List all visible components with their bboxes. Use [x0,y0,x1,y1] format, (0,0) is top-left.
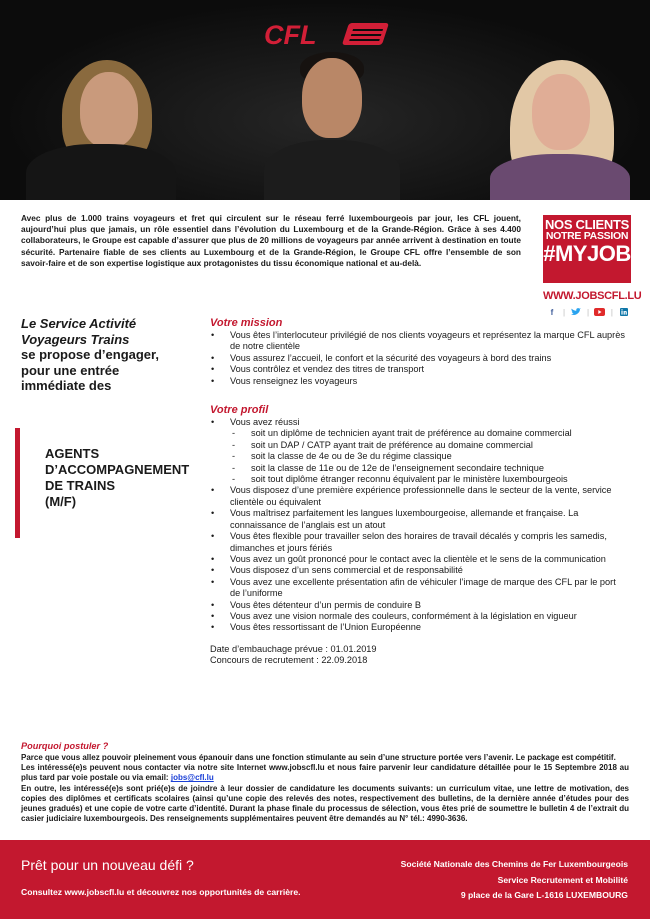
footer-banner [0,840,650,919]
profil-item: • Vous disposez d’un sens commercial et de responsabilité [210,565,628,576]
service-line-2: Voyageurs Trains [21,331,130,347]
footer-street: 9 place de la Gare L-1616 LUXEMBOURG [460,890,628,900]
diploma-item: - soit un DAP / CATP ayant trait de préférence au domaine commercial [210,440,628,451]
diploma-list [210,428,628,485]
email-link[interactable]: jobs@cfl.lu [170,773,214,783]
footer-department: Service Recrutement et Mobilité [497,874,628,885]
twitter-icon[interactable] [570,307,582,317]
photo-person-right [470,4,640,200]
footer-address [401,857,628,904]
intro-paragraph: Avec plus de 1.000 trains voyageurs et fret qui circulent sur le réseau ferré luxembourgeois par jour, les CFL jouent, aujourd’hui plus que jamais, un rôle essentiel dans l’évolution du Luxembourg et de la Grande-Région. Grâce à ses 4.400 collaborateurs, le Groupe est capable d’assurer que plus de 20 millions de voyageurs par année arrivent à destination en toute sécurité. Partenaire fiable de ses clients au Luxembourg et de la Grande-Région, le Groupe CFL offre l’ensemble de son savoir-faire et de son expertise logistique aux protagonistes du tissu économique national et au-delà. [21,213,521,268]
profil-item: • Vous avez une excellente présentation afin de véhiculer l’image de marque des CFL par le port de l’uniforme [210,577,628,600]
job-title-line-1: AGENTS [45,446,100,461]
badge-hashtag: #MYJOB [543,241,631,266]
why-text [21,753,629,824]
badge-url[interactable]: WWW.JOBSCFL.LU [543,290,642,302]
separator: | [610,307,613,317]
profil-item: • Vous disposez d’une première expérience professionnelle dans le secteur de la vente, service clientèle ou équivalent [210,485,628,508]
cfl-logo [258,20,392,48]
diploma-item: - soit la classe de 11e ou de 12e de l’enseignement secondaire technique [210,463,628,474]
hero-photo [0,0,650,200]
facebook-icon[interactable]: f [550,307,554,317]
badge-line-1: NOS CLIENTS [544,217,630,232]
why-paragraph-3: En outre, les intéressé(e)s sont prié(e)s de joindre à leur dossier de candidature les documents suivants: un curriculum vitae, une lettre de motivation, des copies des diplômes et certificats scolaires (ainsi qu’une copie des relevés des notes, respectivement des bulletins, de la dernière année d’études pour des jeunes gradués) et une copie de votre carte d’identité. Durant la phase finale du processus de sélection, vous êtes prié de soumettre le bulletin 4 de l’extrait du casier judiciaire luxembourgeois. Des renseignements supplémentaires peuvent être demandés au N° tél.: 4990-3636. [21,783,629,824]
hire-date: Date d’embauchage prévue : 01.01.2019 [210,643,377,654]
job-title-line-4: (M/F) [45,494,77,509]
footer-title: Prêt pour un nouveau défi ? [21,857,194,873]
profil-heading: Votre profil [210,404,269,417]
diploma-item: - soit un diplôme de technicien ayant trait de préférence au domaine commercial [210,428,628,439]
footer-subtitle: Consultez www.jobscfl.lu et découvrez nos opportunités de carrière. [21,887,301,897]
service-line-3: se propose d’engager, [21,347,159,362]
profil-item: • Vous maîtrisez parfaitement les langues luxembourgeoise, allemande et française. La connaissance de l’anglais est un atout [210,508,628,531]
accent-bar [15,428,20,538]
service-line-4: pour une entrée [21,362,120,378]
mission-item: • Vous contrôlez et vendez des titres de transport [210,364,628,375]
mission-list [210,330,628,387]
footer-org: Société Nationale des Chemins de Fer Luxembourgeois [400,859,628,869]
profil-item: • Vous avez un goût prononcé pour le contact avec la clientèle et le sens de la communication [210,554,628,565]
youtube-icon[interactable] [594,307,606,317]
linkedin-icon[interactable] [618,307,630,317]
mission-item: • Vous assurez l’accueil, le confort et la sécurité des voyageurs à bord des trains [210,353,628,364]
svg-text:CFL: CFL [264,20,317,48]
myjob-badge [543,215,631,283]
job-details [210,317,628,667]
why-paragraph-1: Parce que vous allez pouvoir pleinement vous épanouir dans une fonction stimulante au sein d’une structure portée vers l’avenir. Le package est compétitif. [21,753,616,762]
photo-person-left [10,4,180,200]
mission-item: • Vous êtes l’interlocuteur privilégié de nos clients voyageurs et représentez la marque CFL auprès de notre clientèle [210,330,628,353]
mission-heading: Votre mission [210,317,283,329]
job-title-line-2: D’ACCOMPAGNEMENT [45,462,190,477]
job-title [45,446,195,510]
profil-item: • Vous avez réussi [210,417,628,428]
separator: | [586,307,590,317]
profil-list [210,485,628,633]
profil-item: • Vous êtes flexible pour travailler selon des horaires de travail décalés y compris les samedis, dimanches et jours fériés [210,531,628,554]
service-line-5: immédiate des [21,378,112,393]
exam-date: Concours de recrutement : 22.09.2018 [210,655,368,666]
mission-item: • Vous renseignez les voyageurs [210,376,628,387]
why-heading: Pourquoi postuler ? [21,741,109,751]
service-line-1: Le Service Activité [21,316,137,331]
separator: | [562,307,566,317]
profil-item: • Vous avez une vision normale des couleurs, conformément à la législation en vigueur [210,611,628,622]
profil-item: • Vous êtes ressortissant de l’Union Européenne [210,622,628,633]
why-paragraph-2 [21,763,629,783]
profil-list [210,417,628,428]
badge-line-2: NOTRE PASSION [545,230,629,242]
why-paragraph-2-text: Les intéressé(e)s peuvent nous contacter via notre site Internet www.jobscfl.lu et nous faire parvenir leur candidature détaillée pour le 15 Septembre 2018 au plus tard par voie postale ou via email: [21,763,629,783]
job-title-line-3: DE TRAINS [45,478,116,493]
key-dates [210,644,628,667]
diploma-item: - soit tout diplôme étranger reconnu équivalent par le ministère luxembourgeois [210,474,628,485]
profil-item: • Vous êtes détenteur d’un permis de conduire B [210,600,628,611]
service-intro [21,316,191,394]
diploma-item: - soit la classe de 4e ou de 3e du régime classique [210,451,628,462]
social-links [546,307,630,317]
